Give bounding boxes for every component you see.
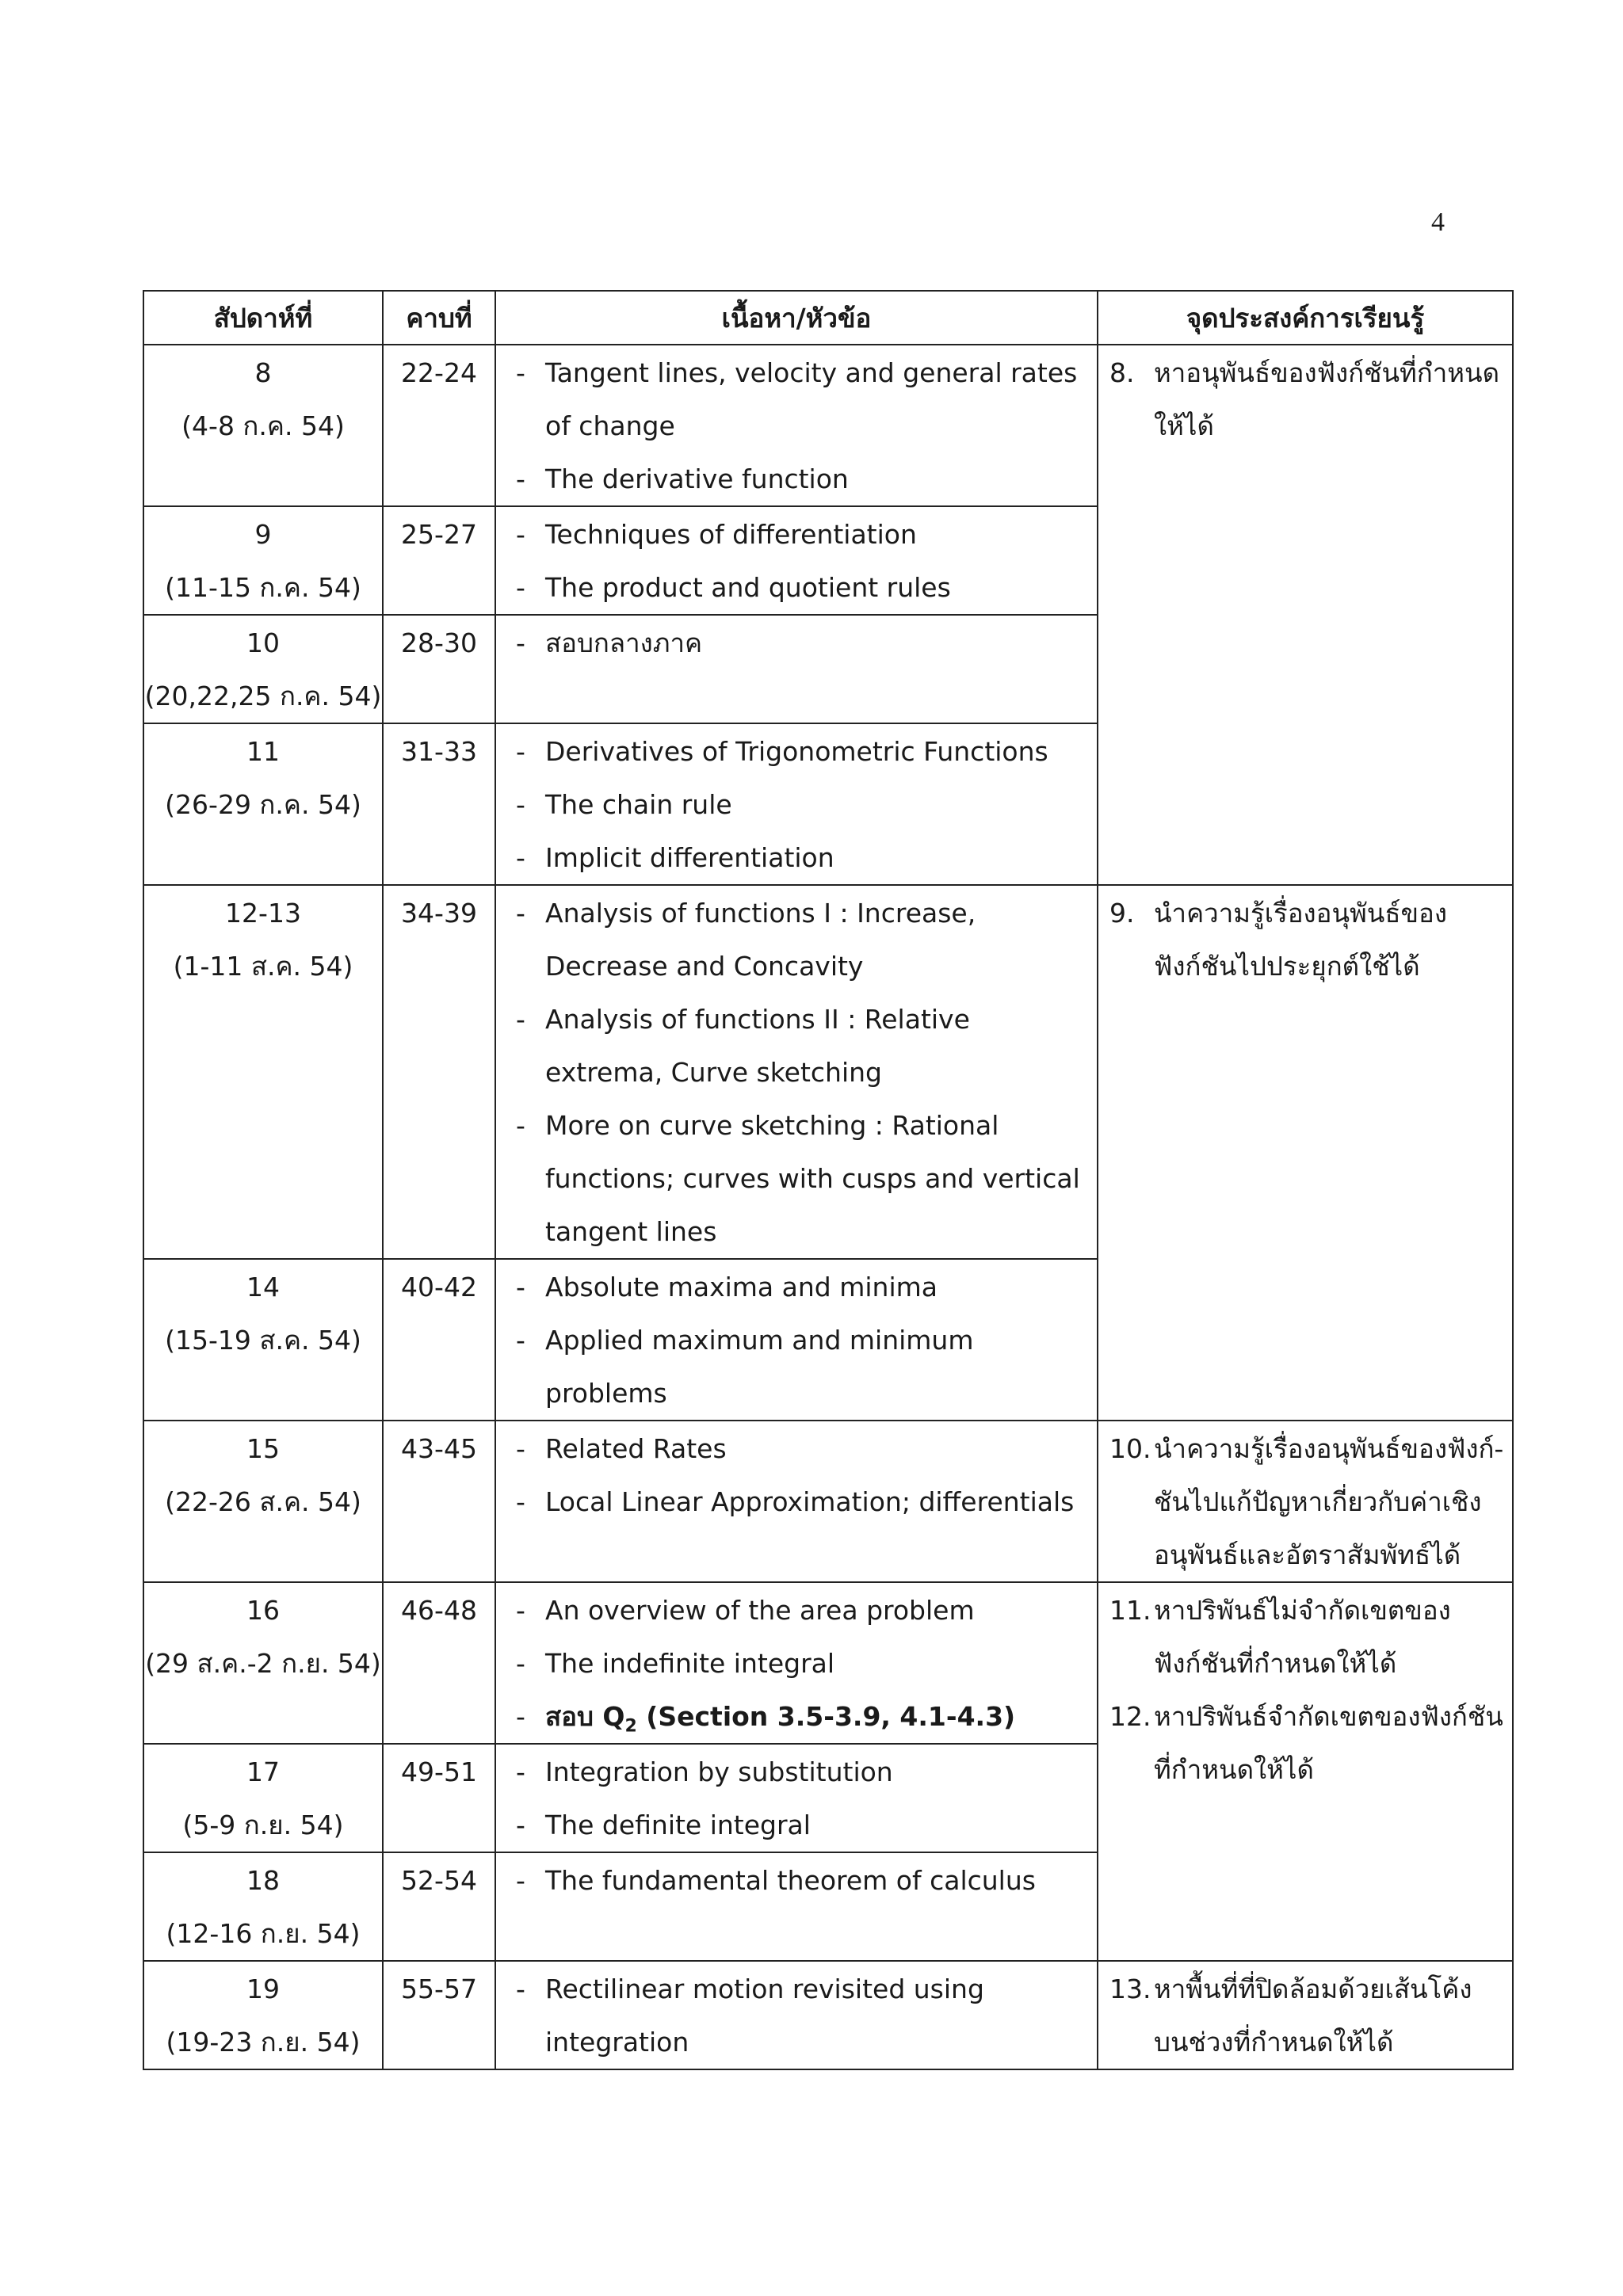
topic-text: Analysis of functions II : Relative extrema, Curve sketching: [545, 1004, 970, 1088]
period-cell: 55-57: [383, 1961, 495, 2069]
week-cell: [143, 1259, 383, 1421]
topic-text: Integration by substitution: [545, 1756, 893, 1787]
course-schedule-table: [143, 290, 1514, 2070]
topic-cell: [495, 885, 1098, 1259]
topic-item: [496, 452, 1097, 505]
topic-item: [496, 831, 1097, 884]
bullet-dash: -: [516, 1648, 525, 1679]
topic-text: Techniques of differentiation: [545, 519, 917, 550]
bullet-dash: -: [516, 1756, 525, 1787]
week-dates: (15-19 ส.ค. 54): [165, 1325, 361, 1356]
week-dates: (1-11 ส.ค. 54): [173, 951, 353, 982]
bullet-dash: -: [516, 1701, 525, 1732]
exam-subscript: 2: [624, 1716, 637, 1737]
header-period: คาบที่: [383, 291, 495, 345]
bullet-dash: -: [516, 789, 525, 820]
topic-item: [496, 1261, 1097, 1314]
topic-item: [496, 1745, 1097, 1798]
topic-text: The chain rule: [545, 789, 732, 820]
week-cell: [143, 723, 383, 885]
period-cell: 31-33: [383, 723, 495, 885]
topic-item: [496, 1422, 1097, 1475]
topic-cell: [495, 615, 1098, 723]
table-row: [143, 1961, 1513, 2069]
topic-item: [496, 1798, 1097, 1852]
topic-text: More on curve sketching : Rational functions; curves with cusps and vertical tangent lines: [545, 1110, 1080, 1247]
table-row: [143, 1582, 1513, 1744]
week-number: 18: [246, 1865, 280, 1896]
objective-text: นำความรู้เรื่องอนุพันธ์ของฟังก์-ชันไปแก้ปัญหาเกี่ยวกับค่าเชิงอนุพันธ์และอัตราสัมพัทธ์ได้: [1154, 1433, 1504, 1570]
objective-item: [1098, 1584, 1512, 1690]
week-dates: (11-15 ก.ค. 54): [165, 572, 361, 603]
week-cell: [143, 345, 383, 506]
topic-item: [496, 346, 1097, 452]
objective-number: 11.: [1109, 1595, 1151, 1626]
bullet-dash: -: [516, 1486, 525, 1517]
table-row: [143, 885, 1513, 1259]
bullet-dash: -: [516, 463, 525, 494]
period-cell: 22-24: [383, 345, 495, 506]
topic-item: [496, 1637, 1097, 1690]
topic-item: [496, 1099, 1097, 1258]
week-cell: [143, 615, 383, 723]
bullet-dash: -: [516, 357, 525, 388]
week-number: 14: [246, 1272, 280, 1302]
week-number: 17: [246, 1756, 280, 1787]
topic-text: The fundamental theorem of calculus: [545, 1865, 1036, 1896]
topic-item: [496, 1854, 1097, 1907]
header-week: สัปดาห์ที่: [143, 291, 383, 345]
week-number: 16: [246, 1595, 280, 1626]
topic-text: Tangent lines, velocity and general rates of change: [545, 357, 1078, 441]
table-row: [143, 1421, 1513, 1582]
bullet-dash: -: [516, 1004, 525, 1035]
week-number: 12-13: [225, 898, 301, 929]
bullet-dash: -: [516, 1974, 525, 2004]
objective-cell: [1098, 885, 1513, 1421]
week-number: 15: [246, 1433, 280, 1464]
week-dates: (26-29 ก.ค. 54): [165, 789, 361, 820]
topic-text: The product and quotient rules: [545, 572, 951, 603]
bullet-dash: -: [516, 898, 525, 929]
topic-item: [496, 778, 1097, 831]
objective-number: 12.: [1109, 1701, 1151, 1732]
period-cell: 40-42: [383, 1259, 495, 1421]
table-body: [143, 345, 1513, 2069]
topic-item: [496, 725, 1097, 778]
topic-cell: [495, 723, 1098, 885]
objective-number: 8.: [1109, 357, 1135, 388]
topic-cell: [495, 1961, 1098, 2069]
period-cell: 28-30: [383, 615, 495, 723]
objective-number: 9.: [1109, 898, 1135, 929]
objective-cell: [1098, 1421, 1513, 1582]
table-header-row: [143, 291, 1513, 345]
week-cell: [143, 1961, 383, 2069]
topic-cell: [495, 1259, 1098, 1421]
objective-cell: [1098, 1961, 1513, 2069]
topic-text: Applied maximum and minimum problems: [545, 1325, 974, 1409]
week-dates: (12-16 ก.ย. 54): [166, 1918, 361, 1949]
objective-item: [1098, 887, 1512, 993]
objective-number: 10.: [1109, 1433, 1151, 1464]
week-dates: (19-23 ก.ย. 54): [166, 2027, 361, 2058]
bullet-dash: -: [516, 1110, 525, 1141]
topic-text: Rectilinear motion revisited using integration: [545, 1974, 984, 2058]
period-cell: 25-27: [383, 506, 495, 615]
topic-item: [496, 1584, 1097, 1637]
bullet-dash: -: [516, 1810, 525, 1840]
week-number: 8: [254, 357, 272, 388]
week-dates: (5-9 ก.ย. 54): [182, 1810, 344, 1840]
objective-item: [1098, 1422, 1512, 1581]
topic-text: Absolute maxima and minima: [545, 1272, 938, 1302]
week-number: 10: [246, 627, 280, 658]
week-dates: (4-8 ก.ค. 54): [181, 410, 345, 441]
topic-text: The derivative function: [545, 463, 849, 494]
objective-text: นำความรู้เรื่องอนุพันธ์ของฟังก์ชันไปประยุกต์ใช้ได้: [1154, 898, 1447, 982]
topic-text: Local Linear Approximation; differentials: [545, 1486, 1075, 1517]
topic-cell: [495, 1744, 1098, 1852]
topic-cell: [495, 345, 1098, 506]
week-cell: [143, 885, 383, 1259]
topic-item: [496, 1962, 1097, 2069]
page-number: 4: [1431, 208, 1445, 237]
objective-number: 13.: [1109, 1974, 1151, 2004]
week-cell: [143, 1744, 383, 1852]
topic-text: The indefinite integral: [545, 1648, 835, 1679]
topic-cell: [495, 1582, 1098, 1744]
topic-text: Implicit differentiation: [545, 842, 834, 873]
objective-text: หาพื้นที่ที่ปิดล้อมด้วยเส้นโค้งบนช่วงที่กำหนดให้ได้: [1154, 1974, 1472, 2058]
exam-prefix: สอบ Q: [545, 1701, 625, 1732]
objective-text: หาอนุพันธ์ของฟังก์ชันที่กำหนดให้ได้: [1154, 357, 1500, 441]
week-cell: [143, 1421, 383, 1582]
objective-item: [1098, 1962, 1512, 2069]
bullet-dash: -: [516, 1433, 525, 1464]
header-topic: เนื้อหา/หัวข้อ: [495, 291, 1098, 345]
bullet-dash: -: [516, 627, 525, 658]
bullet-dash: -: [516, 1272, 525, 1302]
bullet-dash: -: [516, 1325, 525, 1356]
objective-text: หาปริพันธ์จำกัดเขตของฟังก์ชันที่กำหนดให้ได้: [1154, 1701, 1503, 1785]
objective-text: หาปริพันธ์ไม่จำกัดเขตของฟังก์ชันที่กำหนดให้ได้: [1154, 1595, 1451, 1679]
week-cell: [143, 1582, 383, 1744]
topic-text: The definite integral: [545, 1810, 811, 1840]
bullet-dash: -: [516, 1595, 525, 1626]
period-cell: 43-45: [383, 1421, 495, 1582]
objective-cell: [1098, 345, 1513, 885]
topic-text: An overview of the area problem: [545, 1595, 975, 1626]
bullet-dash: -: [516, 842, 525, 873]
objective-item: [1098, 346, 1512, 452]
week-number: 11: [246, 736, 280, 767]
exam-item: [496, 1690, 1097, 1743]
week-number: 9: [254, 519, 272, 550]
topic-cell: [495, 1421, 1098, 1582]
header-objective: จุดประสงค์การเรียนรู้: [1098, 291, 1513, 345]
objective-item: [1098, 1690, 1512, 1796]
topic-text: สอบกลางภาค: [545, 627, 703, 658]
week-cell: [143, 506, 383, 615]
bullet-dash: -: [516, 519, 525, 550]
topic-item: [496, 887, 1097, 993]
topic-cell: [495, 1852, 1098, 1961]
week-dates: (29 ส.ค.-2 ก.ย. 54): [145, 1648, 381, 1679]
objective-cell: [1098, 1582, 1513, 1961]
week-cell: [143, 1852, 383, 1961]
bullet-dash: -: [516, 572, 525, 603]
bullet-dash: -: [516, 736, 525, 767]
topic-text: Related Rates: [545, 1433, 727, 1464]
week-dates: (20,22,25 ก.ค. 54): [144, 681, 382, 711]
table-row: [143, 345, 1513, 506]
topic-text: Analysis of functions I : Increase, Decrease and Concavity: [545, 898, 976, 982]
topic-item: [496, 616, 1097, 669]
week-dates: (22-26 ส.ค. 54): [165, 1486, 361, 1517]
period-cell: 46-48: [383, 1582, 495, 1744]
topic-item: [496, 1475, 1097, 1528]
topic-item: [496, 561, 1097, 614]
period-cell: 52-54: [383, 1852, 495, 1961]
period-cell: 49-51: [383, 1744, 495, 1852]
topic-item: [496, 1314, 1097, 1420]
topic-item: [496, 508, 1097, 561]
exam-text: [545, 1690, 1097, 1743]
topic-cell: [495, 506, 1098, 615]
topic-item: [496, 993, 1097, 1099]
period-cell: 34-39: [383, 885, 495, 1259]
bullet-dash: -: [516, 1865, 525, 1896]
exam-suffix: (Section 3.5-3.9, 4.1-4.3): [636, 1701, 1016, 1732]
week-number: 19: [246, 1974, 280, 2004]
topic-text: Derivatives of Trigonometric Functions: [545, 736, 1048, 767]
